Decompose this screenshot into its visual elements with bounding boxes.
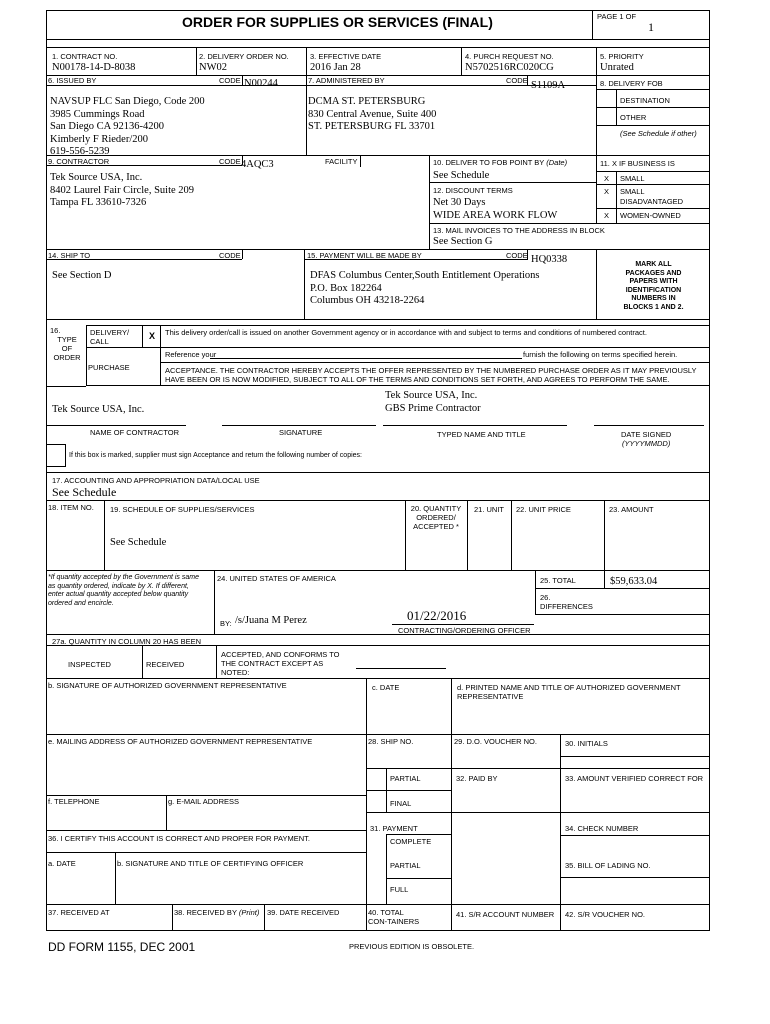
address-line: 8402 Laurel Fair Circle, Suite 209 (50, 184, 195, 196)
rule-line (86, 347, 710, 348)
deliver-to-label-text: 10. DELIVER TO FOB POINT BY (433, 158, 545, 167)
administered-by-label: 7. ADMINISTERED BY (308, 76, 385, 85)
mail-invoices-label: 13. MAIL INVOICES TO THE ADDRESS IN BLOCK (433, 226, 605, 235)
received-at-label: 37. RECEIVED AT (48, 908, 110, 917)
deliver-to-label-date: (Date) (546, 158, 568, 167)
rule-line (560, 734, 561, 930)
rule-line (46, 830, 366, 831)
discount-terms-line: WIDE AREA WORK FLOW (433, 210, 558, 221)
rule-line (560, 835, 710, 836)
rule-line (306, 47, 307, 155)
quantity-note-line: *If quantity accepted by the Government is same (48, 574, 199, 581)
rule-line (596, 107, 710, 108)
quantity-column-label: 27a. QUANTITY IN COLUMN 20 HAS BEEN (52, 637, 202, 646)
payment-code-value: HQ0338 (531, 254, 568, 265)
typed-name-line: GBS Prime Contractor (385, 403, 481, 414)
fob-other: OTHER (620, 113, 647, 122)
rule-line (451, 678, 452, 930)
mark-all-line: NUMBERS IN (631, 295, 676, 302)
issued-code-label: CODE (219, 76, 241, 85)
reference-label: Reference your (165, 350, 217, 359)
accounting-label: 17. ACCOUNTING AND APPROPRIATION DATA/LOCAL USE (52, 476, 260, 485)
rule-line (264, 904, 265, 930)
differences-label: DIFFERENCES (540, 602, 593, 611)
rule-line (160, 362, 710, 363)
address-line: Tampa FL 33610-7326 (50, 197, 147, 208)
contract-no-label: 1. CONTRACT NO. (52, 52, 118, 61)
purch-request-value: N5702516RC020CG (465, 62, 554, 73)
printed-name-line: d. PRINTED NAME AND TITLE OF AUTHORIZED GOVERNMENT (457, 683, 681, 692)
rule-line (604, 500, 605, 570)
discount-terms-label: 12. DISCOUNT TERMS (433, 186, 513, 195)
rule-line (46, 10, 710, 11)
schedule-header: 19. SCHEDULE OF SUPPLIES/SERVICES (110, 505, 255, 514)
rule-line (535, 614, 710, 615)
rule-line (46, 10, 47, 930)
rule-line (366, 768, 710, 769)
quantity-header (405, 504, 467, 531)
rule-line (461, 47, 462, 75)
rule-line (46, 930, 710, 931)
rule-line (709, 10, 710, 930)
order-type-num: 16. (50, 326, 61, 335)
received-by-label (174, 908, 259, 917)
address-line: NAVSUP FLC San Diego, Code 200 (50, 96, 205, 107)
ship-no-label: 28. SHIP NO. (368, 737, 414, 746)
rule-line (366, 678, 367, 930)
rule-line (172, 904, 173, 930)
rule-line (46, 249, 710, 250)
received-by-print: (Print) (238, 908, 260, 917)
unit-price-header: 22. UNIT PRICE (516, 505, 571, 514)
printed-name-label (457, 683, 681, 701)
address-line: 3985 Cummings Road (50, 108, 145, 120)
rule-line (86, 325, 87, 385)
rule-line (429, 223, 710, 224)
amount-header: 23. AMOUNT (609, 505, 654, 514)
printed-name-line: REPRESENTATIVE (457, 692, 524, 701)
date-signed-label: DATE SIGNED (621, 430, 672, 439)
rule-line (142, 325, 143, 347)
containers-line: CON-TAINERS (368, 917, 420, 926)
rule-line (596, 47, 597, 155)
received-label: RECEIVED (146, 660, 185, 669)
typed-name-line: Tek Source USA, Inc. (385, 390, 478, 401)
total-label: 25. TOTAL (540, 576, 576, 585)
payment-label: 15. PAYMENT WILL BE MADE BY (307, 251, 422, 260)
quantity-note (48, 574, 199, 608)
payment-code-label: CODE (506, 251, 528, 260)
rule-line (242, 75, 243, 85)
final-label: FINAL (390, 799, 412, 808)
business-disadvantaged: SMALL DISADVANTAGED (620, 187, 684, 206)
rule-line (46, 444, 66, 445)
contract-no-value: N00178-14-D-8038 (52, 62, 136, 73)
rule-line (596, 125, 710, 126)
check-number-label: 34. CHECK NUMBER (565, 824, 639, 833)
effective-date-value: 2016 Jan 28 (310, 62, 361, 73)
issued-by-label: 6. ISSUED BY (48, 76, 97, 85)
rule-line (46, 500, 710, 501)
sr-account-label: 41. S/R ACCOUNT NUMBER (456, 910, 555, 919)
rule-line (196, 47, 197, 75)
rule-line (429, 155, 430, 249)
accepted-line: THE CONTRACT EXCEPT AS (221, 659, 324, 668)
mark-all-line: MARK ALL (635, 261, 672, 268)
mark-all-line: PACKAGES AND (625, 269, 682, 277)
rule-line (210, 358, 522, 359)
rule-line (46, 386, 86, 387)
quantity-header-line: 20. QUANTITY (410, 504, 462, 513)
rule-line (46, 466, 66, 467)
administered-code-value: S1109A (531, 80, 566, 91)
containers-line: 40. TOTAL (368, 908, 404, 917)
mark-all-line: IDENTIFICATION (625, 286, 682, 294)
rule-line (46, 425, 186, 426)
acceptance-line-1: ACCEPTANCE. THE CONTRACTOR HEREBY ACCEPTS THE OFFER REPRESENTED BY THE NUMBERED PURCHASE ORDER AS IT MAY PREVIOUSLY (165, 366, 697, 375)
priority-value: Unrated (600, 62, 634, 73)
mailing-address-label: e. MAILING ADDRESS OF AUTHORIZED GOVERNMENT REPRESENTATIVE (48, 737, 313, 746)
priority-label: 5. PRIORITY (600, 52, 644, 61)
rule-line (560, 756, 710, 757)
rule-line (46, 678, 710, 679)
reference-tail: furnish the following on terms specified herein. (523, 350, 678, 359)
rule-line (360, 155, 361, 167)
rule-line (46, 734, 710, 735)
name-of-contractor-label: NAME OF CONTRACTOR (90, 428, 180, 437)
c-date-label: c. DATE (372, 683, 400, 692)
rule-line (596, 155, 597, 223)
rule-line (242, 249, 243, 259)
amount-verified-label: 33. AMOUNT VERIFIED CORRECT FOR (565, 774, 704, 783)
rule-line (142, 645, 143, 678)
effective-date-label: 3. EFFECTIVE DATE (310, 52, 382, 61)
address-line: DCMA ST. PETERSBURG (308, 96, 426, 107)
address-line: ST. PETERSBURG FL 33701 (308, 121, 436, 132)
business-mark-women: X (604, 211, 610, 220)
signature-label: SIGNATURE (279, 428, 323, 437)
quantity-note-line: as quantity ordered, indicate by X. If different, (48, 582, 189, 590)
gov-rep-signature-label: b. SIGNATURE OF AUTHORIZED GOVERNMENT REPRESENTATIVE (48, 681, 287, 690)
total-containers-label (368, 908, 419, 926)
rule-line (511, 500, 512, 570)
certifying-officer-label: b. SIGNATURE AND TITLE OF CERTIFYING OFFICER (117, 859, 304, 868)
quantity-header-line: ORDERED/ (416, 513, 456, 522)
rule-line (356, 668, 446, 669)
certify-label: 36. I CERTIFY THIS ACCOUNT IS CORRECT AND PROPER FOR PAYMENT. (48, 834, 310, 843)
full-label: FULL (390, 885, 409, 894)
delivery-order-value: NW02 (199, 62, 227, 73)
rule-line (366, 812, 710, 813)
rule-line (104, 500, 105, 570)
delivery-call-label: DELIVERY/ CALL (90, 328, 130, 346)
form-title: ORDER FOR SUPPLIES OR SERVICES (FINAL) (182, 14, 493, 30)
accepted-line: NOTED: (221, 668, 250, 677)
paid-by-label: 32. PAID BY (456, 774, 498, 783)
rule-line (386, 834, 451, 835)
business-women-owned: WOMEN-OWNED (620, 211, 681, 220)
mark-all-packages (597, 261, 710, 312)
administered-by-address (308, 96, 436, 134)
contractor-code-value: 4AQC3 (241, 159, 274, 170)
rule-line (386, 834, 387, 904)
address-line: 830 Central Avenue, Suite 400 (308, 108, 437, 120)
rule-line (160, 325, 161, 385)
usa-label: 24. UNITED STATES OF AMERICA (217, 574, 336, 583)
rule-line (115, 852, 116, 904)
email-label: g. E-MAIL ADDRESS (168, 797, 239, 806)
business-label: 11. X IF BUSINESS IS (600, 159, 675, 168)
delivery-order-label: 2. DELIVERY ORDER NO. (199, 52, 289, 61)
rule-line (366, 790, 451, 791)
sr-voucher-label: 42. S/R VOUCHER NO. (565, 910, 646, 919)
page-number: 1 (648, 20, 654, 34)
purch-request-label: 4. PURCH REQUEST NO. (465, 52, 554, 61)
partial-label: PARTIAL (390, 774, 421, 783)
mail-invoices-value: See Section G (433, 236, 493, 247)
rule-line (560, 877, 710, 878)
mark-all-line: BLOCKS 1 AND 2. (623, 303, 684, 311)
address-line: Kimberly F Rieder/200 (50, 133, 148, 145)
rule-line (592, 10, 593, 39)
rule-line (46, 319, 710, 320)
rule-line (386, 878, 451, 879)
rule-line (46, 47, 710, 48)
rule-line (604, 570, 605, 588)
rule-line (46, 795, 366, 796)
payment-address (310, 270, 540, 308)
rule-line (65, 444, 66, 466)
address-line: San Diego CA 92136-4200 (50, 121, 165, 132)
rule-line (86, 325, 710, 326)
deliver-to-value: See Schedule (433, 170, 490, 181)
address-line: DFAS Columbus Center,South Entitlement Operations (310, 270, 540, 281)
acceptance-line-2: HAVE BEEN OR IS NOW MODIFIED, SUBJECT TO ALL OF THE TERMS AND CONDITIONS SET FORTH, AND AGREES TO PERFORM THE SAME. (165, 375, 670, 384)
rule-line (46, 634, 710, 635)
delivery-call-text: This delivery order/call is issued on another Government agency or in accordance with and subject to terms and conditions of numbered contract. (165, 328, 647, 337)
a-date-label: a. DATE (48, 859, 76, 868)
total-value: $59,633.04 (610, 576, 658, 587)
initials-label: 30. INITIALS (565, 739, 608, 748)
rule-line (46, 570, 710, 571)
order-type-label (48, 335, 86, 362)
rule-line (222, 425, 376, 426)
officer-date: 01/22/2016 (407, 608, 467, 623)
rule-line (596, 89, 710, 90)
schedule-body: See Schedule (110, 537, 167, 548)
rule-line (216, 645, 217, 678)
rule-line (383, 425, 567, 426)
administered-code-label: CODE (506, 76, 528, 85)
fob-note: (See Schedule if other) (620, 129, 697, 138)
contractor-name-value: Tek Source USA, Inc. (52, 404, 145, 415)
rule-line (46, 472, 710, 473)
rule-line (214, 570, 215, 634)
by-signature: /s/Juana M Perez (235, 615, 307, 626)
item-no-header: 18. ITEM NO. (48, 503, 94, 512)
rule-line (596, 184, 710, 185)
fob-destination: DESTINATION (620, 96, 670, 105)
order-type-line: TYPE (57, 335, 77, 344)
rule-line (46, 852, 366, 853)
contractor-code-label: CODE (219, 157, 241, 166)
rule-line (46, 904, 710, 905)
form-number: DD FORM 1155, DEC 2001 (48, 940, 196, 954)
bill-of-lading-label: 35. BILL OF LADING NO. (565, 861, 651, 870)
partial-label-2: PARTIAL (390, 861, 421, 870)
quantity-note-line: enter actual quantity accepted below quantity (48, 591, 189, 598)
accounting-value: See Schedule (52, 485, 117, 499)
differences-num: 26. (540, 593, 551, 602)
accepted-line: ACCEPTED, AND CONFORMS TO (221, 650, 340, 659)
address-line: Columbus OH 43218-2264 (310, 295, 425, 306)
address-line: 619-556-5239 (50, 146, 110, 157)
business-mark-small: X (604, 174, 610, 183)
order-type-line: ORDER (53, 353, 81, 362)
address-line: Tek Source USA, Inc. (50, 172, 143, 183)
ship-to-value: See Section D (52, 270, 112, 281)
by-label: BY: (220, 619, 232, 628)
issued-code-value: N00244 (244, 78, 278, 89)
do-voucher-label: 29. D.O. VOUCHER NO. (454, 737, 537, 746)
ship-to-code-label: CODE (219, 251, 241, 260)
rule-line (594, 425, 704, 426)
received-by-text: 38. RECEIVED BY (174, 908, 237, 917)
purchase-label: PURCHASE (88, 363, 130, 372)
rule-line (86, 385, 710, 386)
contractor-address (50, 172, 194, 210)
unit-header: 21. UNIT (474, 505, 505, 514)
date-received-label: 39. DATE RECEIVED (267, 908, 340, 917)
rule-line (166, 795, 167, 830)
delivery-fob-label: 8. DELIVERY FOB (600, 79, 663, 88)
date-format-label: (YYYYMMDD) (622, 439, 671, 448)
rule-line (616, 171, 617, 223)
previous-edition-note: PREVIOUS EDITION IS OBSOLETE. (349, 942, 475, 951)
quantity-note-line: ordered and encircle. (48, 599, 114, 607)
order-type-line: OF (61, 344, 73, 353)
telephone-label: f. TELEPHONE (48, 797, 100, 806)
ship-to-label: 14. SHIP TO (48, 251, 91, 260)
rule-line (535, 570, 536, 614)
contractor-label: 9. CONTRACTOR (48, 157, 110, 166)
rule-line (467, 500, 468, 570)
business-small: SMALL (620, 174, 645, 183)
rule-line (46, 39, 710, 40)
page-label: PAGE 1 OF (597, 12, 637, 21)
delivery-call-mark: X (149, 331, 156, 341)
facility-label: FACILITY (325, 157, 358, 166)
business-mark-disadvantaged: X (604, 187, 610, 196)
officer-label: CONTRACTING/ORDERING OFFICER (398, 626, 531, 635)
deliver-to-label (433, 158, 567, 167)
rule-line (392, 624, 534, 625)
typed-name-label: TYPED NAME AND TITLE (437, 430, 526, 439)
issued-by-address (50, 96, 205, 159)
rule-line (596, 208, 710, 209)
rule-line (596, 171, 710, 172)
payment-label-31: 31. PAYMENT (370, 824, 418, 833)
acceptance-box-text: If this box is marked, supplier must sign Acceptance and return the following number of copies: (69, 452, 362, 459)
complete-label: COMPLETE (390, 837, 432, 846)
discount-terms-line: Net 30 Days (433, 197, 486, 208)
inspected-label: INSPECTED (68, 660, 111, 669)
address-line: P.O. Box 182264 (310, 282, 382, 294)
mark-all-line: PAPERS WITH (629, 278, 678, 285)
quantity-header-line: ACCEPTED * (413, 522, 459, 531)
accepted-conforms (221, 650, 340, 677)
